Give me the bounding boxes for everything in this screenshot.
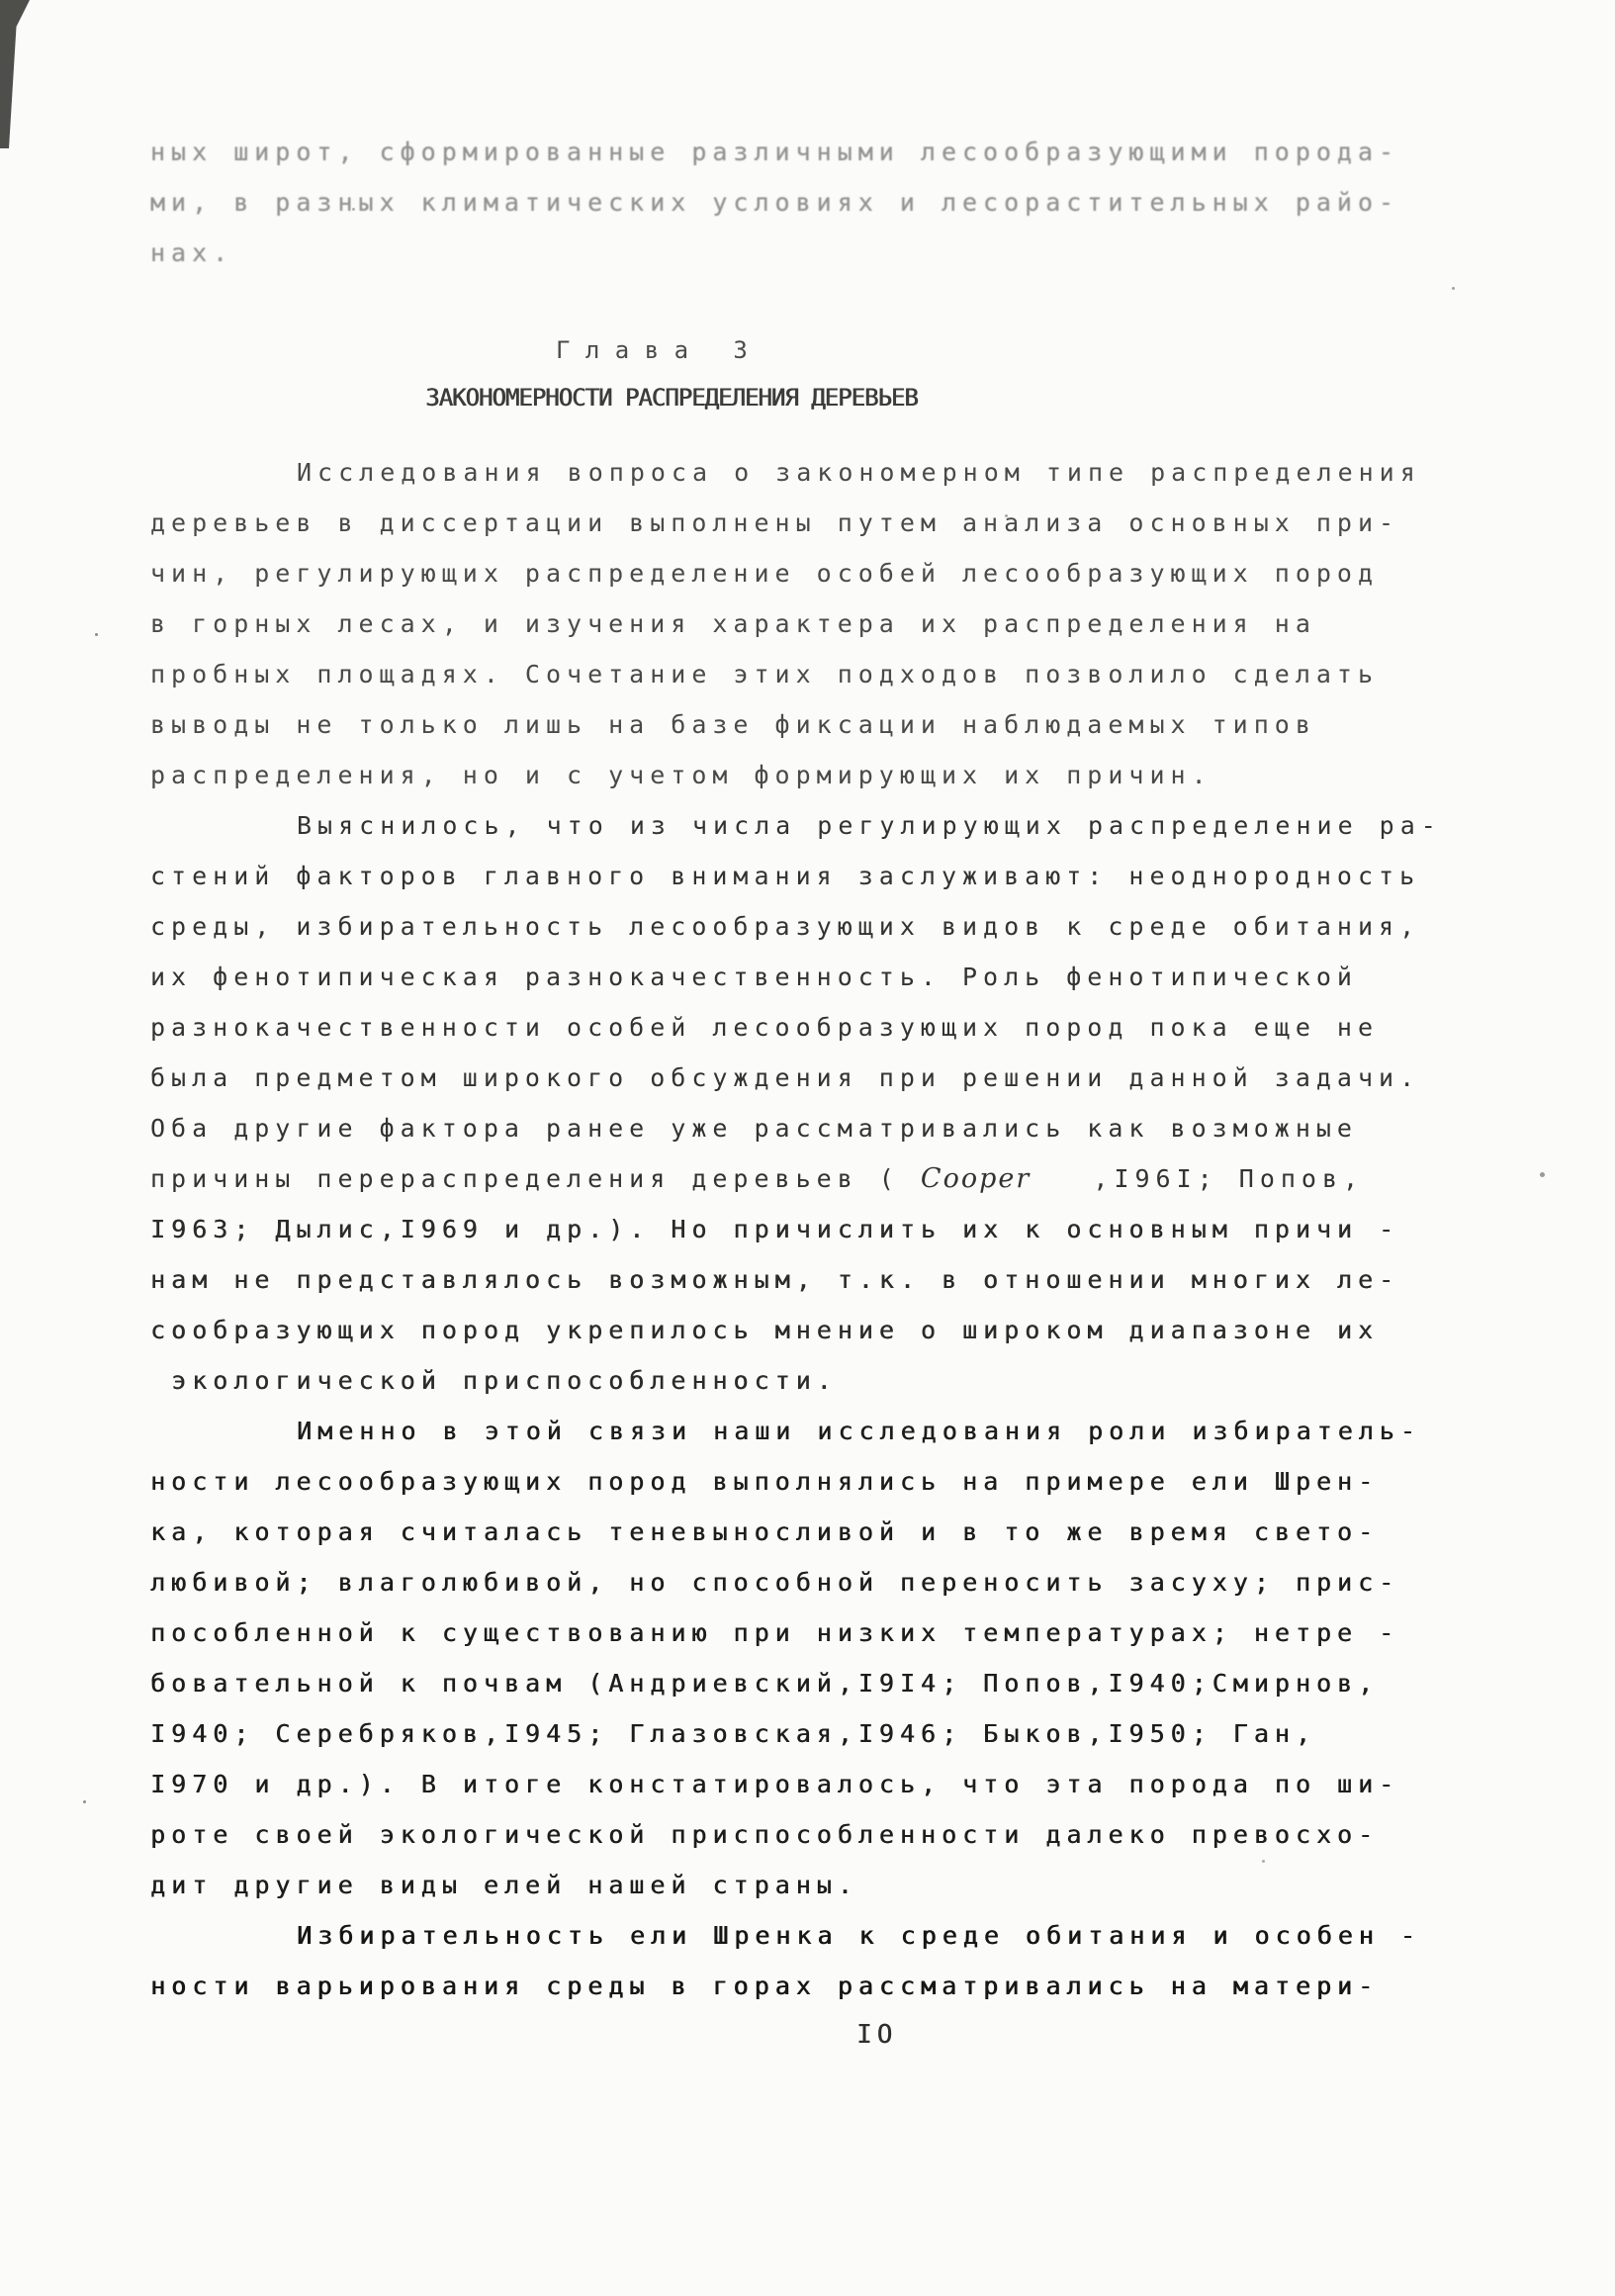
chapter-kicker: Г л а в а 3	[556, 336, 749, 364]
text-line: Исследования вопроса о закономерном типе распределения	[297, 458, 1421, 487]
text-line: ных широт, сформированные различными лесообразующими порода-	[150, 138, 1400, 166]
text-line: любивой; влаголюбивой, но способной переносить засуху; прис-	[150, 1568, 1400, 1597]
text-line: ности варьирования среды в горах рассматривались на матери-	[150, 1972, 1380, 2000]
paragraph-2-continued	[150, 1204, 1442, 1406]
paragraph-2	[150, 800, 1442, 1204]
paragraph-3	[150, 1406, 1442, 1910]
text-line: I970 и др.). В итоге констатировалось, что эта порода по ши-	[150, 1770, 1400, 1798]
text-line: их фенотипическая разнокачественность. Роль фенотипической	[150, 963, 1358, 991]
page-number: IO	[856, 2020, 898, 2050]
text-line: пробных площадях. Сочетание этих подходов позволило сделать	[150, 660, 1380, 689]
text-line: стений факторов главного внимания заслуживают: неоднородность	[150, 862, 1421, 890]
text-line: распределения, но и с учетом формирующих их причин.	[150, 761, 1212, 789]
scan-artifact-corner	[0, 0, 30, 148]
text-line: Выяснилось, что из числа регулирующих распределение ра-	[297, 811, 1442, 840]
text-line: Оба другие фактора ранее уже рассматривались как возможные	[150, 1114, 1358, 1143]
text-line: Избирательность ели Шренка к среде обитания и особен -	[297, 1921, 1421, 1950]
text-line: выводы не только лишь на базе фиксации наблюдаемых типов	[150, 710, 1316, 739]
text-line: роте своей экологической приспособленности далеко превосхо-	[150, 1820, 1380, 1849]
text-line: ми, в разных климатических условиях и лесорастительных райо-	[150, 188, 1400, 217]
carryover-paragraph	[150, 127, 1399, 278]
text-line: среды, избирательность лесообразующих видов к среде обитания,	[150, 912, 1421, 941]
text-line: ка, которая считалась теневыносливой и в то же время свето-	[150, 1517, 1380, 1546]
chapter-title: ЗАКОНОМЕРНОСТИ РАСПРЕДЕЛЕНИЯ ДЕРЕВЬЕВ	[425, 384, 918, 412]
citation-text-after: ,I96I; Попов,	[1031, 1164, 1365, 1193]
text-line: бовательной к почвам (Андриевский,I9I4; Попов,I940;Смирнов,	[150, 1669, 1380, 1698]
paragraph-4	[150, 1910, 1442, 2011]
text-line: в горных лесах, и изучения характера их распределения на	[150, 609, 1316, 638]
text-line: нах.	[150, 238, 234, 267]
citation-text-before: причины перераспределения деревьев (	[150, 1164, 921, 1193]
text-line: пособленной к существованию при низких температурах; нетре -	[150, 1618, 1400, 1647]
paragraph-1	[150, 447, 1442, 800]
text-line: I963; Дылис,I969 и др.). Но причислить их к основным причи -	[150, 1215, 1400, 1243]
text-line: деревьев в диссертации выполнены путем анализа основных при-	[150, 508, 1400, 537]
text-line: дит другие виды елей нашей страны.	[150, 1871, 858, 1899]
citation-line	[150, 1153, 1442, 1204]
text-line: была предметом широкого обсуждения при решении данной задачи.	[150, 1063, 1421, 1092]
text-line: разнокачественности особей лесообразующих пород пока еще не	[150, 1013, 1380, 1042]
text-line: чин, регулирующих распределение особей лесообразующих пород	[150, 559, 1380, 588]
text-line: I940; Серебряков,I945; Глазовская,I946; Быков,I950; Ган,	[150, 1719, 1316, 1748]
text-line: нам не представлялось возможным, т.к. в отношении многих ле-	[150, 1265, 1400, 1294]
scan-noise-specks	[95, 633, 98, 636]
text-line: Именно в этой связи наши исследования роли избиратель-	[297, 1417, 1421, 1445]
text-line: ности лесообразующих пород выполнялись на примере ели Шрен-	[150, 1467, 1380, 1496]
text-line: сообразующих пород укрепилось мнение о широком диапазоне их	[150, 1316, 1380, 1344]
text-line: экологической приспособленности.	[150, 1366, 838, 1395]
cited-author-latin: Cooper	[920, 1163, 1032, 1194]
body-text	[150, 447, 1442, 2011]
